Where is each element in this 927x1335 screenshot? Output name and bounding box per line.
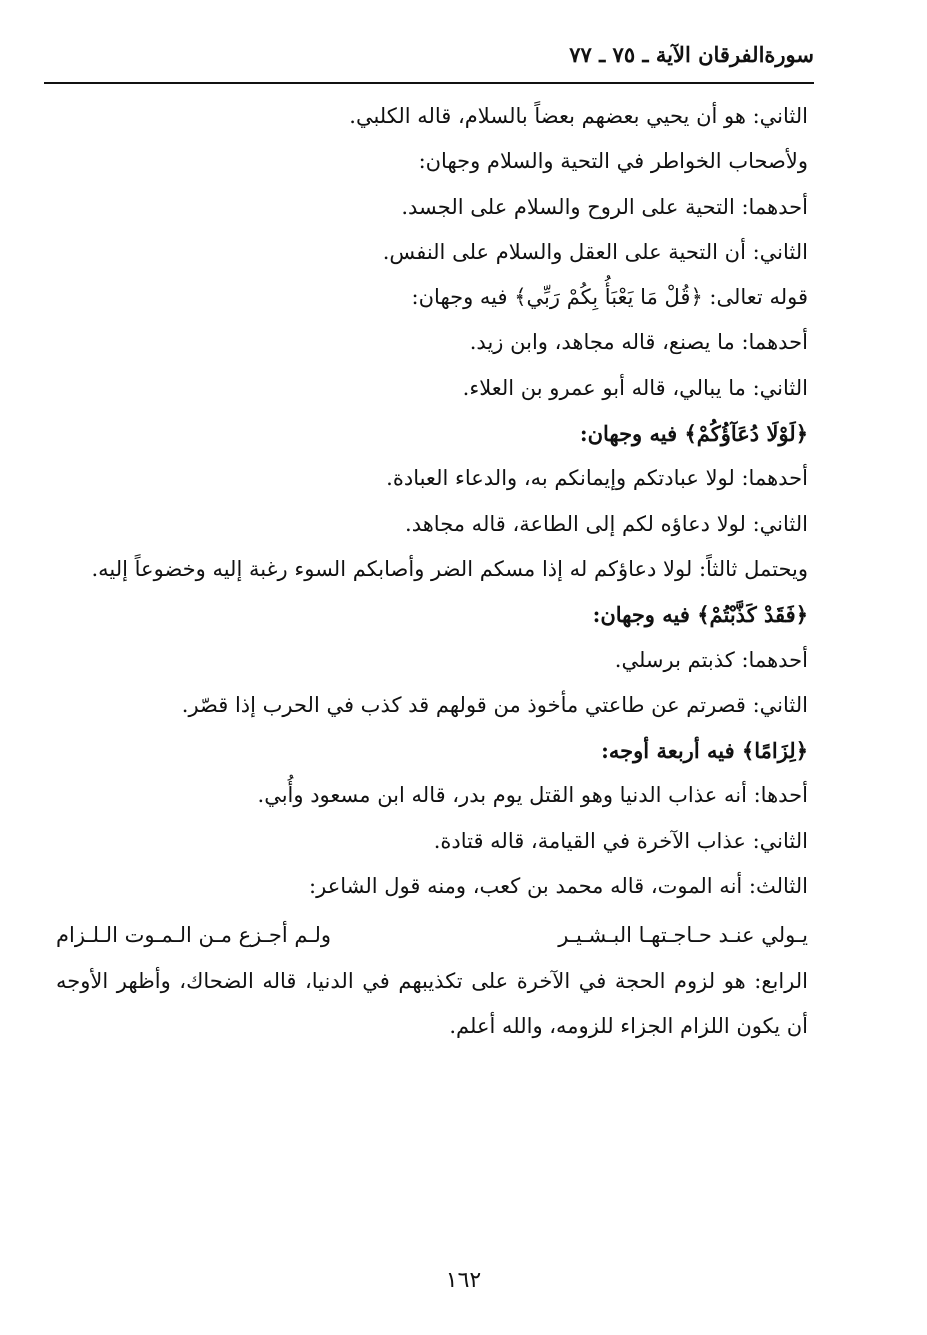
poem-verse: [56, 913, 808, 958]
quran-quote-line: ﴿فَقَدْ كَذَّبْتُمْ﴾ فيه وجهان:: [592, 602, 808, 628]
running-header: [44, 38, 814, 84]
text-line: أحدهما: ما يصنع، قاله مجاهد، وابن زيد.: [469, 330, 808, 355]
text-line: قوله تعالى: ﴿قُلْ مَا يَعْبَأُ بِكُمْ رَبِّي﴾ فيه وجهان:: [411, 285, 808, 310]
text-line: أحدها: أنه عذاب الدنيا وهو القتل يوم بدر، قاله ابن مسعود وأُبي.: [257, 783, 808, 808]
text-paragraph: ويحتمل ثالثاً: لولا دعاؤكم له إذا مسكم الضر وأصابكم السوء رغبة إليه وخضوعاً إليه.: [91, 556, 808, 581]
page-number: ١٦٢: [445, 1268, 482, 1293]
text-line: الثاني: هو أن يحيي بعضهم بعضاً بالسلام، قاله الكلبي.: [349, 104, 808, 128]
poem-hemistich-first: يـولي عنـد حـاجـتهـا البـشـيـر: [558, 923, 808, 948]
header-divider: [44, 82, 814, 84]
quran-quote-line: ﴿لِزَامًا﴾ فيه أربعة أوجه:: [601, 738, 808, 764]
text-line: الثالث: أنه الموت، قاله محمد بن كعب، ومنه قول الشاعر:: [309, 874, 808, 899]
text-line: أحدهما: لولا عبادتكم وإيمانكم به، والدعاء العبادة.: [386, 466, 808, 491]
header-title: سورةالفرقان الآية ـ ٧٥ ـ ٧٧: [569, 42, 814, 67]
poem-hemistich-second: ولـم أجـزع مـن الـمـوت الـلـزام: [56, 923, 332, 948]
quran-quote-line: ﴿لَوْلَا دُعَآؤُكُمْ﴾ فيه وجهان:: [579, 421, 808, 447]
text-line: أحدهما: كذبتم برسلي.: [614, 647, 808, 672]
closing-paragraph: الرابع: هو لزوم الحجة في الآخرة على تكذيبهم في الدنيا، قاله الضحاك، وأظهر الأوجه أن يكون اللزام الجزاء للزومه، والله أعلم.: [56, 968, 808, 1038]
text-line: الثاني: أن التحية على العقل والسلام على النفس.: [382, 239, 808, 264]
text-line: الثاني: قصرتم عن طاعتي مأخوذ من قولهم قد كذب في الحرب إذا قصّر.: [181, 692, 808, 717]
text-line: الثاني: لولا دعاؤه لكم إلى الطاعة، قاله مجاهد.: [405, 511, 808, 536]
page-body: [56, 94, 808, 1049]
text-line: أحدهما: التحية على الروح والسلام على الجسد.: [401, 194, 808, 219]
text-line: الثاني: ما يبالي، قاله أبو عمرو بن العلاء.: [462, 375, 808, 400]
text-line: الثاني: عذاب الآخرة في القيامة، قاله قتادة.: [433, 828, 808, 853]
text-line: ولأصحاب الخواطر في التحية والسلام وجهان:: [418, 149, 808, 174]
